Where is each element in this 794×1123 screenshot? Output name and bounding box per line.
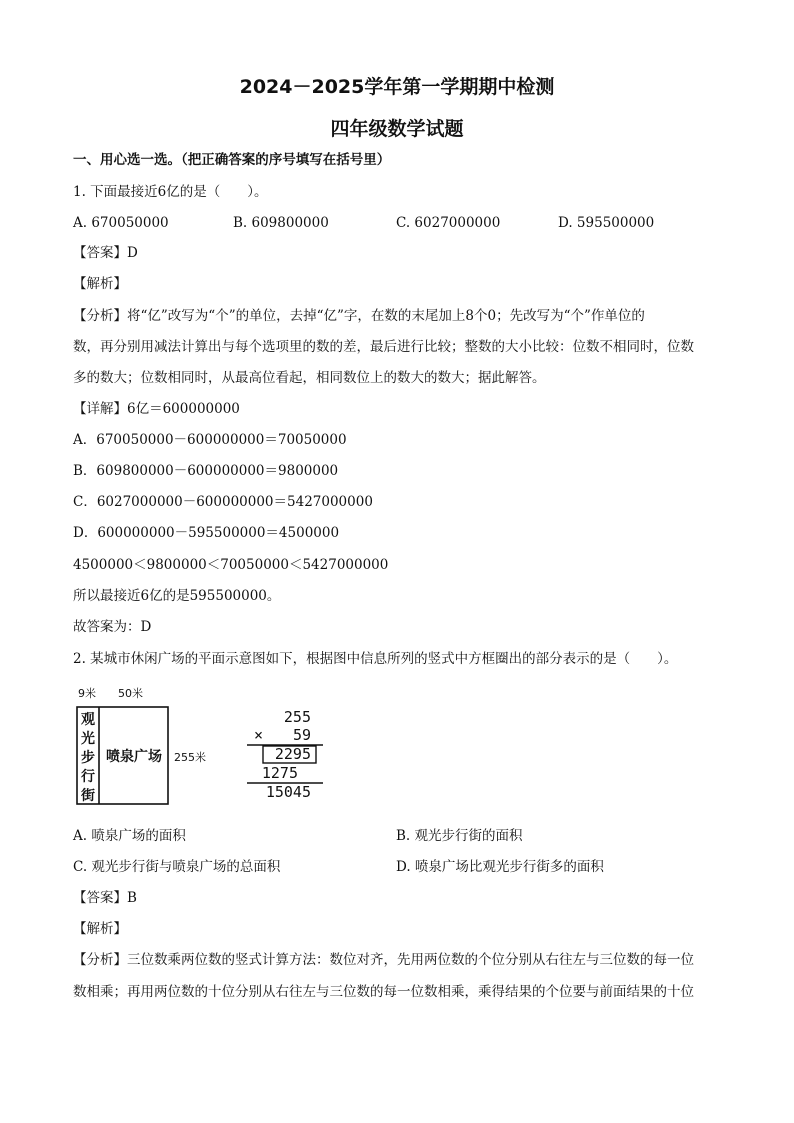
exam-title: 2024－2025学年第一学期期中检测: [239, 76, 555, 98]
fig-width-left-label: 9米: [78, 687, 96, 700]
q2-answer: 【答案】B: [73, 890, 137, 906]
plaza-figure: [73, 682, 373, 812]
q2-option-d: D. 喷泉广场比观光步行街多的面积: [396, 859, 604, 875]
calc-result: 15045: [265, 783, 311, 801]
q1-detail-line-8: 故答案为：D: [73, 619, 152, 635]
q1-detail-line-2: A．670050000－600000000＝70050000: [73, 432, 347, 448]
q1-detail-line-1: 【详解】6亿＝600000000: [73, 401, 240, 417]
q1-option-a: A. 670050000: [73, 215, 169, 231]
street-char-5: 街: [81, 788, 95, 804]
q1-analysis-line-1: 【分析】将“亿”改写为“个”的单位，去掉“亿”字，在数的末尾加上8个0；先改写为“个”作单位的: [73, 308, 645, 324]
street-char-2: 光: [81, 731, 95, 747]
street-char-1: 观: [81, 712, 95, 728]
q1-analysis-line-2: 数，再分别用减法计算出与每个选项里的数的差，最后进行比较；整数的大小比较：位数不相同时，位数: [73, 339, 694, 355]
q1-detail-line-6: 4500000＜9800000＜70050000＜5427000000: [73, 557, 389, 573]
street-char-4: 行: [81, 769, 95, 785]
q1-analysis-line-3: 多的数大；位数相同时，从最高位看起，相同数位上的数大的数大；据此解答。: [73, 370, 546, 386]
calc-multiplier: 59: [292, 726, 311, 744]
plaza-label: 喷泉广场: [106, 749, 162, 765]
exam-subtitle: 四年级数学试题: [330, 118, 464, 140]
q1-detail-line-7: 所以最接近6亿的是595500000。: [73, 588, 281, 604]
q1-analysis-label: 【解析】: [73, 276, 127, 292]
q2-option-c: C. 观光步行街与喷泉广场的总面积: [73, 859, 281, 875]
q1-detail-line-4: C．6027000000－600000000＝5427000000: [73, 494, 373, 510]
fig-width-right-label: 50米: [118, 687, 143, 700]
calc-second-partial: 1275: [261, 764, 298, 782]
q2-analysis-line-2: 数相乘；再用两位数的十位分别从右往左与三位数的每一位数相乘，乘得结果的个位要与前面结果的十位: [73, 984, 694, 1000]
fig-height-label: 255米: [174, 751, 206, 764]
q1-option-c: C. 6027000000: [396, 215, 501, 231]
question-1-stem: 1. 下面最接近6亿的是（ ）。: [73, 184, 268, 200]
q2-option-b: B. 观光步行街的面积: [396, 828, 523, 844]
calc-multiplicand: 255: [283, 708, 311, 726]
q2-option-a: A. 喷泉广场的面积: [73, 828, 186, 844]
q1-detail-line-3: B．609800000－600000000＝9800000: [73, 463, 339, 479]
q1-answer: 【答案】D: [73, 245, 138, 261]
calc-boxed-partial: 2295: [274, 745, 311, 763]
calc-times-sign: ×: [254, 726, 264, 744]
q2-analysis-label: 【解析】: [73, 921, 127, 937]
q1-option-b: B. 609800000: [233, 215, 329, 231]
street-char-3: 步: [81, 750, 95, 766]
q1-option-d: D. 595500000: [558, 215, 655, 231]
q2-analysis-line-1: 【分析】三位数乘两位数的竖式计算方法：数位对齐，先用两位数的个位分别从右往左与三位数的每一位: [73, 952, 694, 968]
section-heading: 一、用心选一选。（把正确答案的序号填写在括号里）: [73, 152, 391, 168]
question-2-stem: 2. 某城市休闲广场的平面示意图如下，根据图中信息所列的竖式中方框圈出的部分表示的是（ ）。: [73, 651, 678, 667]
q1-detail-line-5: D．600000000－595500000＝4500000: [73, 525, 340, 541]
